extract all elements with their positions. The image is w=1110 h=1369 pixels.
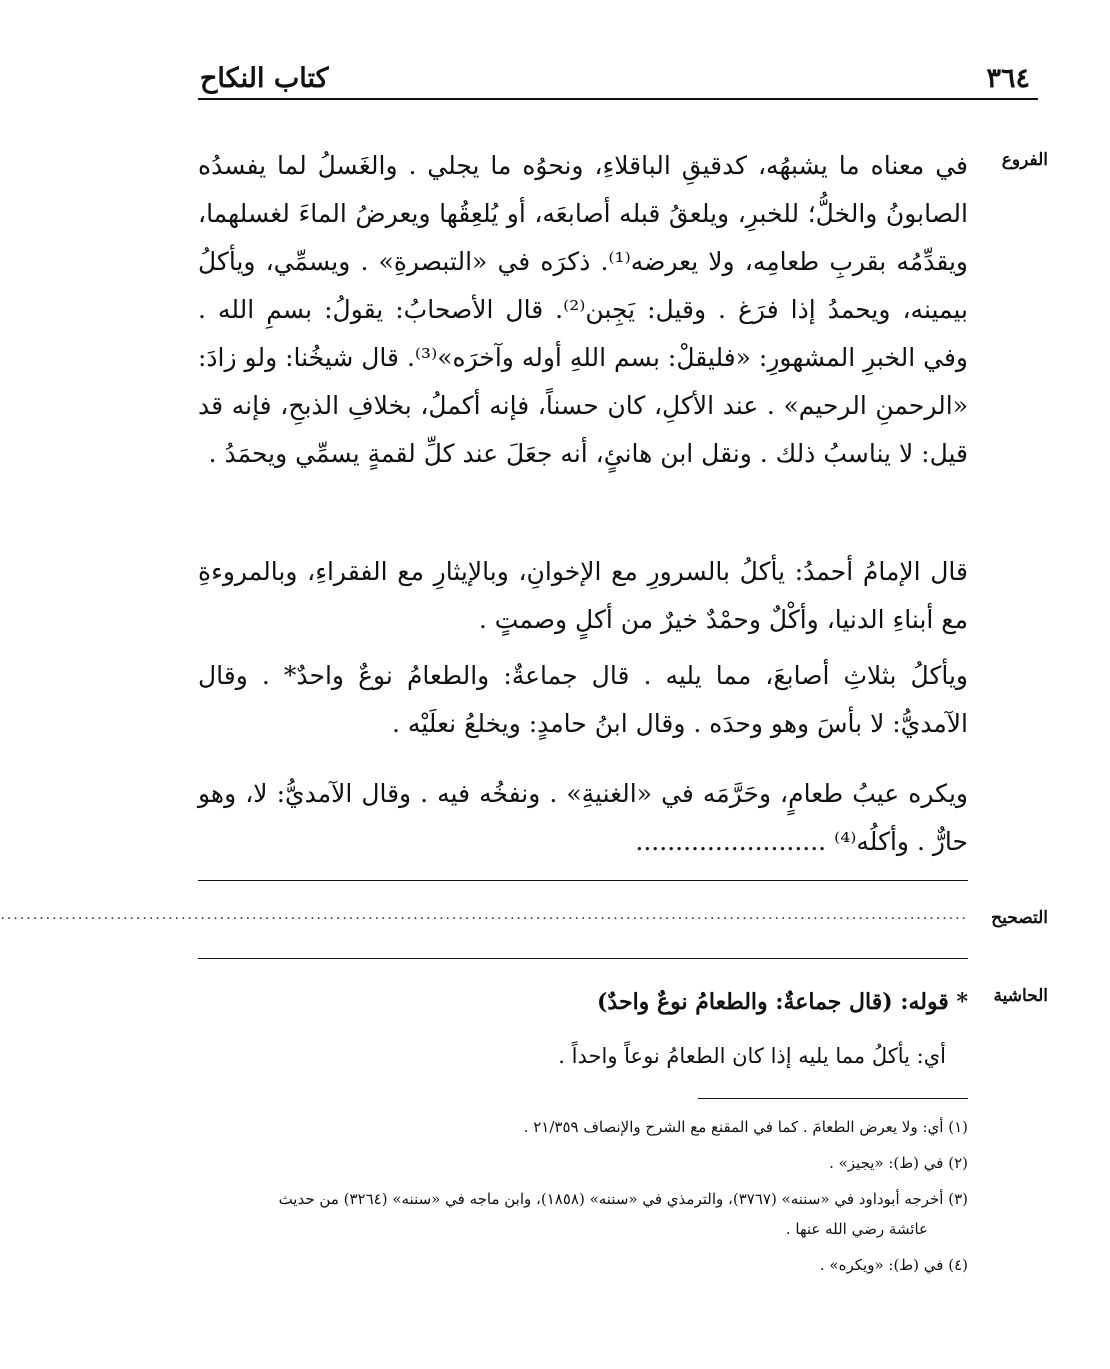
book-title: كتاب النكاح <box>200 63 329 94</box>
paragraph-text: ويأكلُ بثلاثِ أصابعَ، مما يليه . قال جماعةٌ: والطعامُ نوعٌ واحدٌ* . وقال الآمديُّ: لا بأسَ وهو وحدَه . وقال ابنُ حامدٍ: ويخلعُ نعلَيْه . <box>198 661 968 738</box>
footnote-4: (٤) في (ط): «ويكره» . <box>819 1256 968 1274</box>
main-paragraph-4 <box>198 770 968 866</box>
main-paragraph-3 <box>198 652 968 748</box>
continuation-dots: ........................ <box>635 827 827 856</box>
paragraph-text <box>198 770 968 866</box>
footnote-rule <box>698 1098 968 1099</box>
side-label-tashih: التصحيح <box>991 908 1048 928</box>
main-paragraph-2 <box>198 548 968 644</box>
footnote-1: (١) أي: ولا يعرض الطعامَ . كما في المقنع مع الشرح والإنصاف ٢١/٣٥٩ . <box>523 1118 968 1136</box>
header-rule <box>198 98 1038 100</box>
footnotes <box>198 1112 968 1286</box>
main-paragraph-1 <box>198 142 968 478</box>
side-label-hashiya: الحاشية <box>993 986 1048 1006</box>
side-label-furu: الفروع <box>1001 150 1048 170</box>
paragraph-4-text: ويكره عيبُ طعامٍ، وحَرَّمَه في «الغنيةِ» . ونفخُه فيه . وقال الآمديُّ: لا، وهو حارٌّ . وأكلُه⁽⁴⁾ <box>198 779 968 856</box>
footnote-3-continuation: عائشة رضي الله عنها . <box>785 1220 928 1238</box>
paragraph-text: في معناه ما يشبهُه، كدقيقِ الباقلاءِ، ونحوُه ما يجلي . والغَسلُ لما يفسدُه الصابونُ والخلُّ؛ للخبرِ، ويلعقُ قبله أصابعَه، أو يُلعِقُها ويعرضُ الماءَ لغسلهما، ويقدِّمُه بقربِ طعامِه، ولا يعرضه⁽¹⁾. ذكرَه في «التبصرةِ» . ويسمِّي، ويأكلُ بيمينه، ويحمدُ إذا فرَغ . وقيل: يَجِبن⁽²⁾. قال الأصحابُ: يقولُ: بسمِ الله . وفي الخبرِ المشهورِ: «فليقلْ: بسم اللهِ أوله وآخرَه»⁽³⁾. قال شيخُنا: ولو زادَ: «الرحمنِ الرحيم» . عند الأكلِ، كان حسناً، فإنه أكملُ، بخلافِ الذبحِ، فإنه قد قيل: لا يناسبُ ذلك . ونقل ابن هانئٍ، أنه جعَلَ عند كلِّ لقمةٍ يسمِّي ويحمَدُ . <box>198 151 968 468</box>
section-divider-bottom <box>198 958 968 959</box>
footnote-2: (٢) في (ط): «يجيز» . <box>829 1154 968 1172</box>
tashih-dotted-line: ...................................................................................................................................................... <box>0 907 968 923</box>
footnote-3: (٣) أخرجه أبوداود في «سننه» (٣٧٦٧)، والترمذي في «سننه» (١٨٥٨)، وابن ماجه في «سننه» (٣٢٦٤) من حديث <box>278 1190 968 1208</box>
section-divider-top <box>198 880 968 881</box>
hashiya-quote: * قوله: (قال جماعةٌ: والطعامُ نوعٌ واحدٌ) <box>597 989 968 1015</box>
paragraph-text: قال الإمامُ أحمدُ: يأكلُ بالسرورِ مع الإخوانِ، وبالإيثارِ مع الفقراءِ، وبالمروءةِ مع أبناءِ الدنيا، وأكْلٌ وحمْدٌ خيرٌ من أكلٍ وصمتٍ . <box>198 557 968 634</box>
hashiya-explanation: أي: يأكلُ مما يليه إذا كان الطعامُ نوعاً واحداً . <box>558 1044 946 1068</box>
page-number: ٣٦٤ <box>986 63 1030 94</box>
